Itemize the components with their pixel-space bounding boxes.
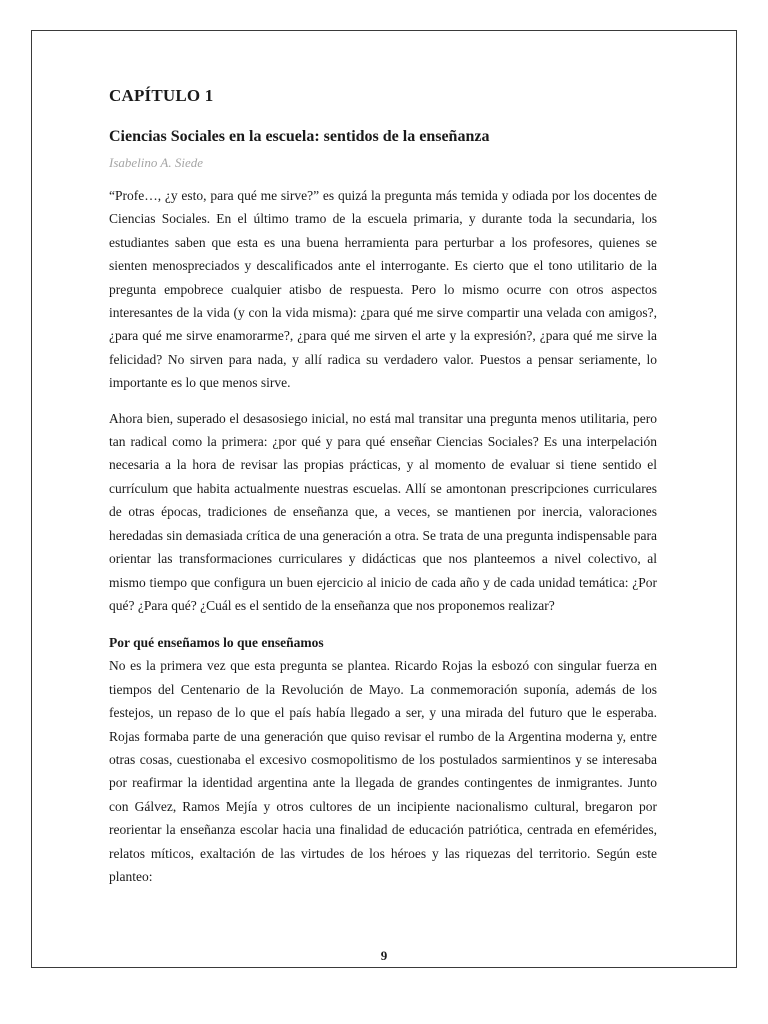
subsection-heading: Por qué enseñamos lo que enseñamos	[109, 635, 324, 651]
body-paragraph-2: Ahora bien, superado el desasosiego inicial, no está mal transitar una pregunta menos utilitaria, pero tan radical como la primera: ¿por qué y para qué enseñar Ciencias Sociales? Es una interpelación necesaria a la hora de revisar las propias prácticas, y al momento de evaluar si tiene sentido el currículum que habita actualmente nuestras escuelas. Allí se amontonan prescripciones curriculares de otras épocas, tradiciones de enseñanza que, a veces, se mantienen por inercia, valoraciones heredadas sin demasiada crítica de una generación a otra. Se trata de una pregunta indispensable para orientar las transformaciones curriculares y didácticas que nos planteemos a nivel colectivo, al mismo tiempo que configura un buen ejercicio al inicio de cada año y de cada unidad temática: ¿Por qué? ¿Para qué? ¿Cuál es el sentido de la enseñanza que nos proponemos realizar?	[109, 410, 657, 613]
body-paragraph-3: No es la primera vez que esta pregunta se plantea. Ricardo Rojas la esbozó con singular fuerza en tiempos del Centenario de la Revolución de Mayo. La conmemoración suponía, además de los festejos, un repaso de lo que el país había llegado a ser, y una mirada del futuro que le esperaba. Rojas formaba parte de una generación que quiso revisar el rumbo de la Argentina moderna y, entre otras cosas, cuestionaba el excesivo cosmopolitismo de los postulados sarmientinos y se interesaba por reafirmar la identidad argentina ante la llegada de grandes contingentes de inmigrantes. Junto con Gálvez, Ramos Mejía y otros cultores de un incipiente nacionalismo cultural, bregaron por reorientar la enseñanza escolar hacia una finalidad de educación patriótica, centrada en efemérides, relatos míticos, exaltación de las virtudes de los héroes y las riquezas del territorio. Según este planteo:	[109, 658, 657, 884]
body-paragraph-1: “Profe…, ¿y esto, para qué me sirve?” es quizá la pregunta más temida y odiada por los docentes de Ciencias Sociales. En el último tramo de la escuela primaria, y durante toda la secundaria, los estudiantes saben que esta es una buena herramienta para perturbar a los profesores, quienes se sienten menospreciados y descalificados ante el interrogante. Es cierto que el tono utilitario de la pregunta empobrece cualquier atisbo de respuesta. Pero lo mismo ocurre con otros aspectos interesantes de la vida (y con la vida misma): ¿para qué me sirve compartir una velada con amigos?, ¿para qué me sirve enamorarme?, ¿para qué me sirven el arte y la expresión?, ¿para qué me sirve la felicidad? No sirven para nada, y allí radica su verdadero valor. Puestos a pensar seriamente, lo importante es lo que menos sirve.	[109, 188, 657, 391]
section-title: Ciencias Sociales en la escuela: sentidos de la enseñanza	[109, 128, 490, 145]
author-name: Isabelino A. Siede	[109, 155, 203, 170]
chapter-title: CAPÍTULO 1	[109, 86, 214, 105]
page-number: 9	[380, 948, 388, 963]
page-content	[109, 86, 657, 888]
